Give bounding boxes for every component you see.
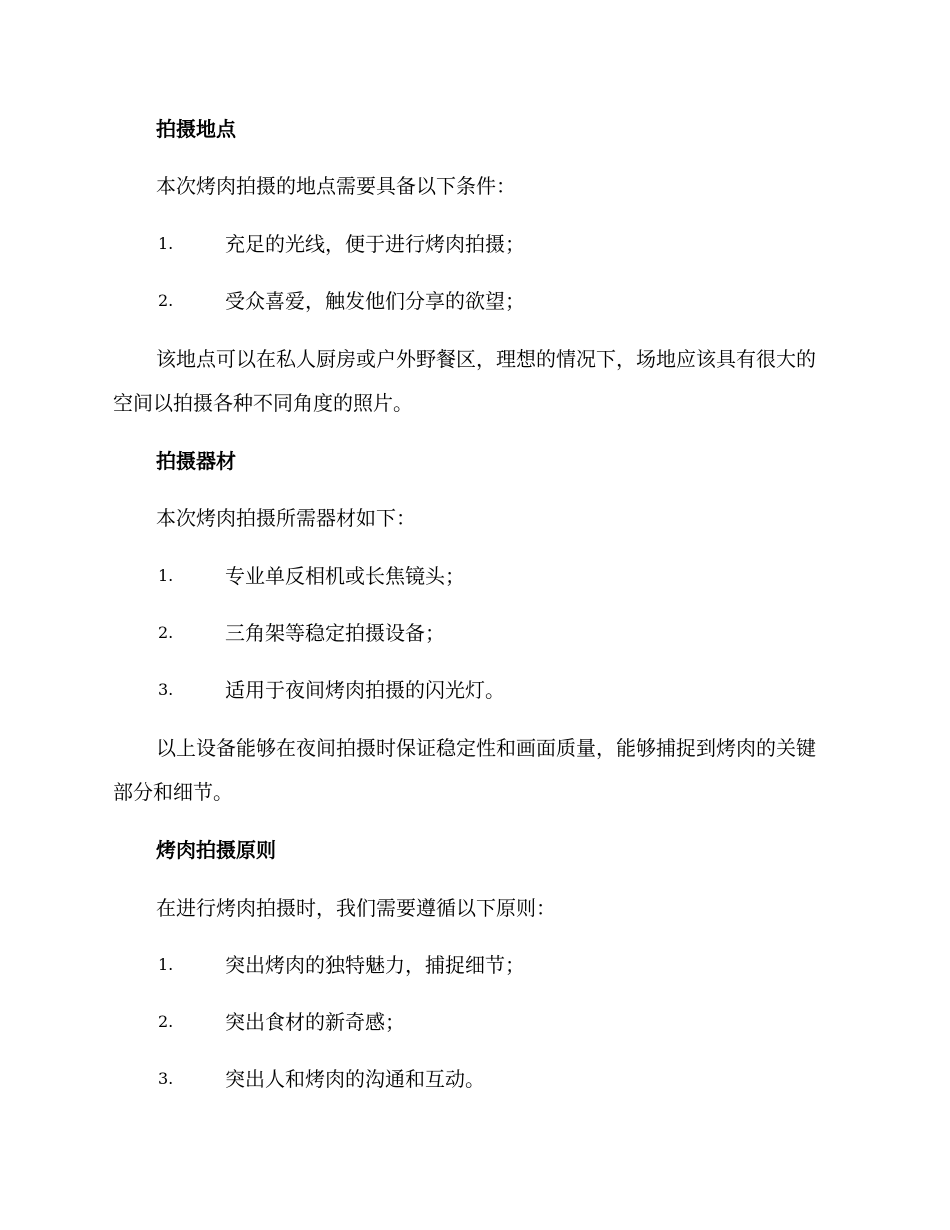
list-item	[158, 1012, 838, 1032]
list-item-number: 1.	[158, 234, 174, 253]
list-item-number: 1.	[158, 955, 174, 974]
section-intro: 在进行烤肉拍摄时，我们需要遵循以下原则：	[156, 896, 556, 920]
list-item	[158, 623, 838, 643]
section-intro: 本次烤肉拍摄所需器材如下：	[156, 506, 416, 530]
list-item-number: 3.	[158, 680, 174, 699]
body-paragraph: 以上设备能够在夜间拍摄时保证稳定性和画面质量，能够捕捉到烤肉的关键部分和细节。	[113, 736, 816, 804]
list-item-number: 1.	[158, 566, 174, 585]
section-heading: 烤肉拍摄原则	[156, 838, 276, 862]
list-item	[158, 1069, 838, 1089]
list-item-number: 2.	[158, 1012, 174, 1031]
body-paragraph: 该地点可以在私人厨房或户外野餐区，理想的情况下，场地应该具有很大的空间以拍摄各种不同角度的照片。	[113, 347, 816, 415]
list-item-number: 2.	[158, 291, 174, 310]
list-item-text: 突出人和烤肉的沟通和互动。	[225, 1067, 485, 1091]
list-item-text: 充足的光线，便于进行烤肉拍摄；	[225, 232, 525, 256]
list-item-text: 受众喜爱，触发他们分享的欲望；	[225, 289, 525, 313]
list-item	[158, 566, 838, 586]
section-intro: 本次烤肉拍摄的地点需要具备以下条件：	[156, 174, 516, 198]
list-item	[158, 234, 838, 254]
section-heading: 拍摄器材	[156, 449, 236, 473]
list-item-text: 三角架等稳定拍摄设备；	[225, 621, 445, 645]
list-item-text: 适用于夜间烤肉拍摄的闪光灯。	[225, 678, 505, 702]
list-item-number: 3.	[158, 1069, 174, 1088]
list-item-text: 专业单反相机或长焦镜头；	[225, 564, 465, 588]
list-item	[158, 680, 838, 700]
list-item-number: 2.	[158, 623, 174, 642]
list-item	[158, 955, 838, 975]
section-heading: 拍摄地点	[156, 117, 236, 141]
list-item-text: 突出食材的新奇感；	[225, 1010, 405, 1034]
list-item-text: 突出烤肉的独特魅力，捕捉细节；	[225, 953, 525, 977]
list-item	[158, 291, 838, 311]
